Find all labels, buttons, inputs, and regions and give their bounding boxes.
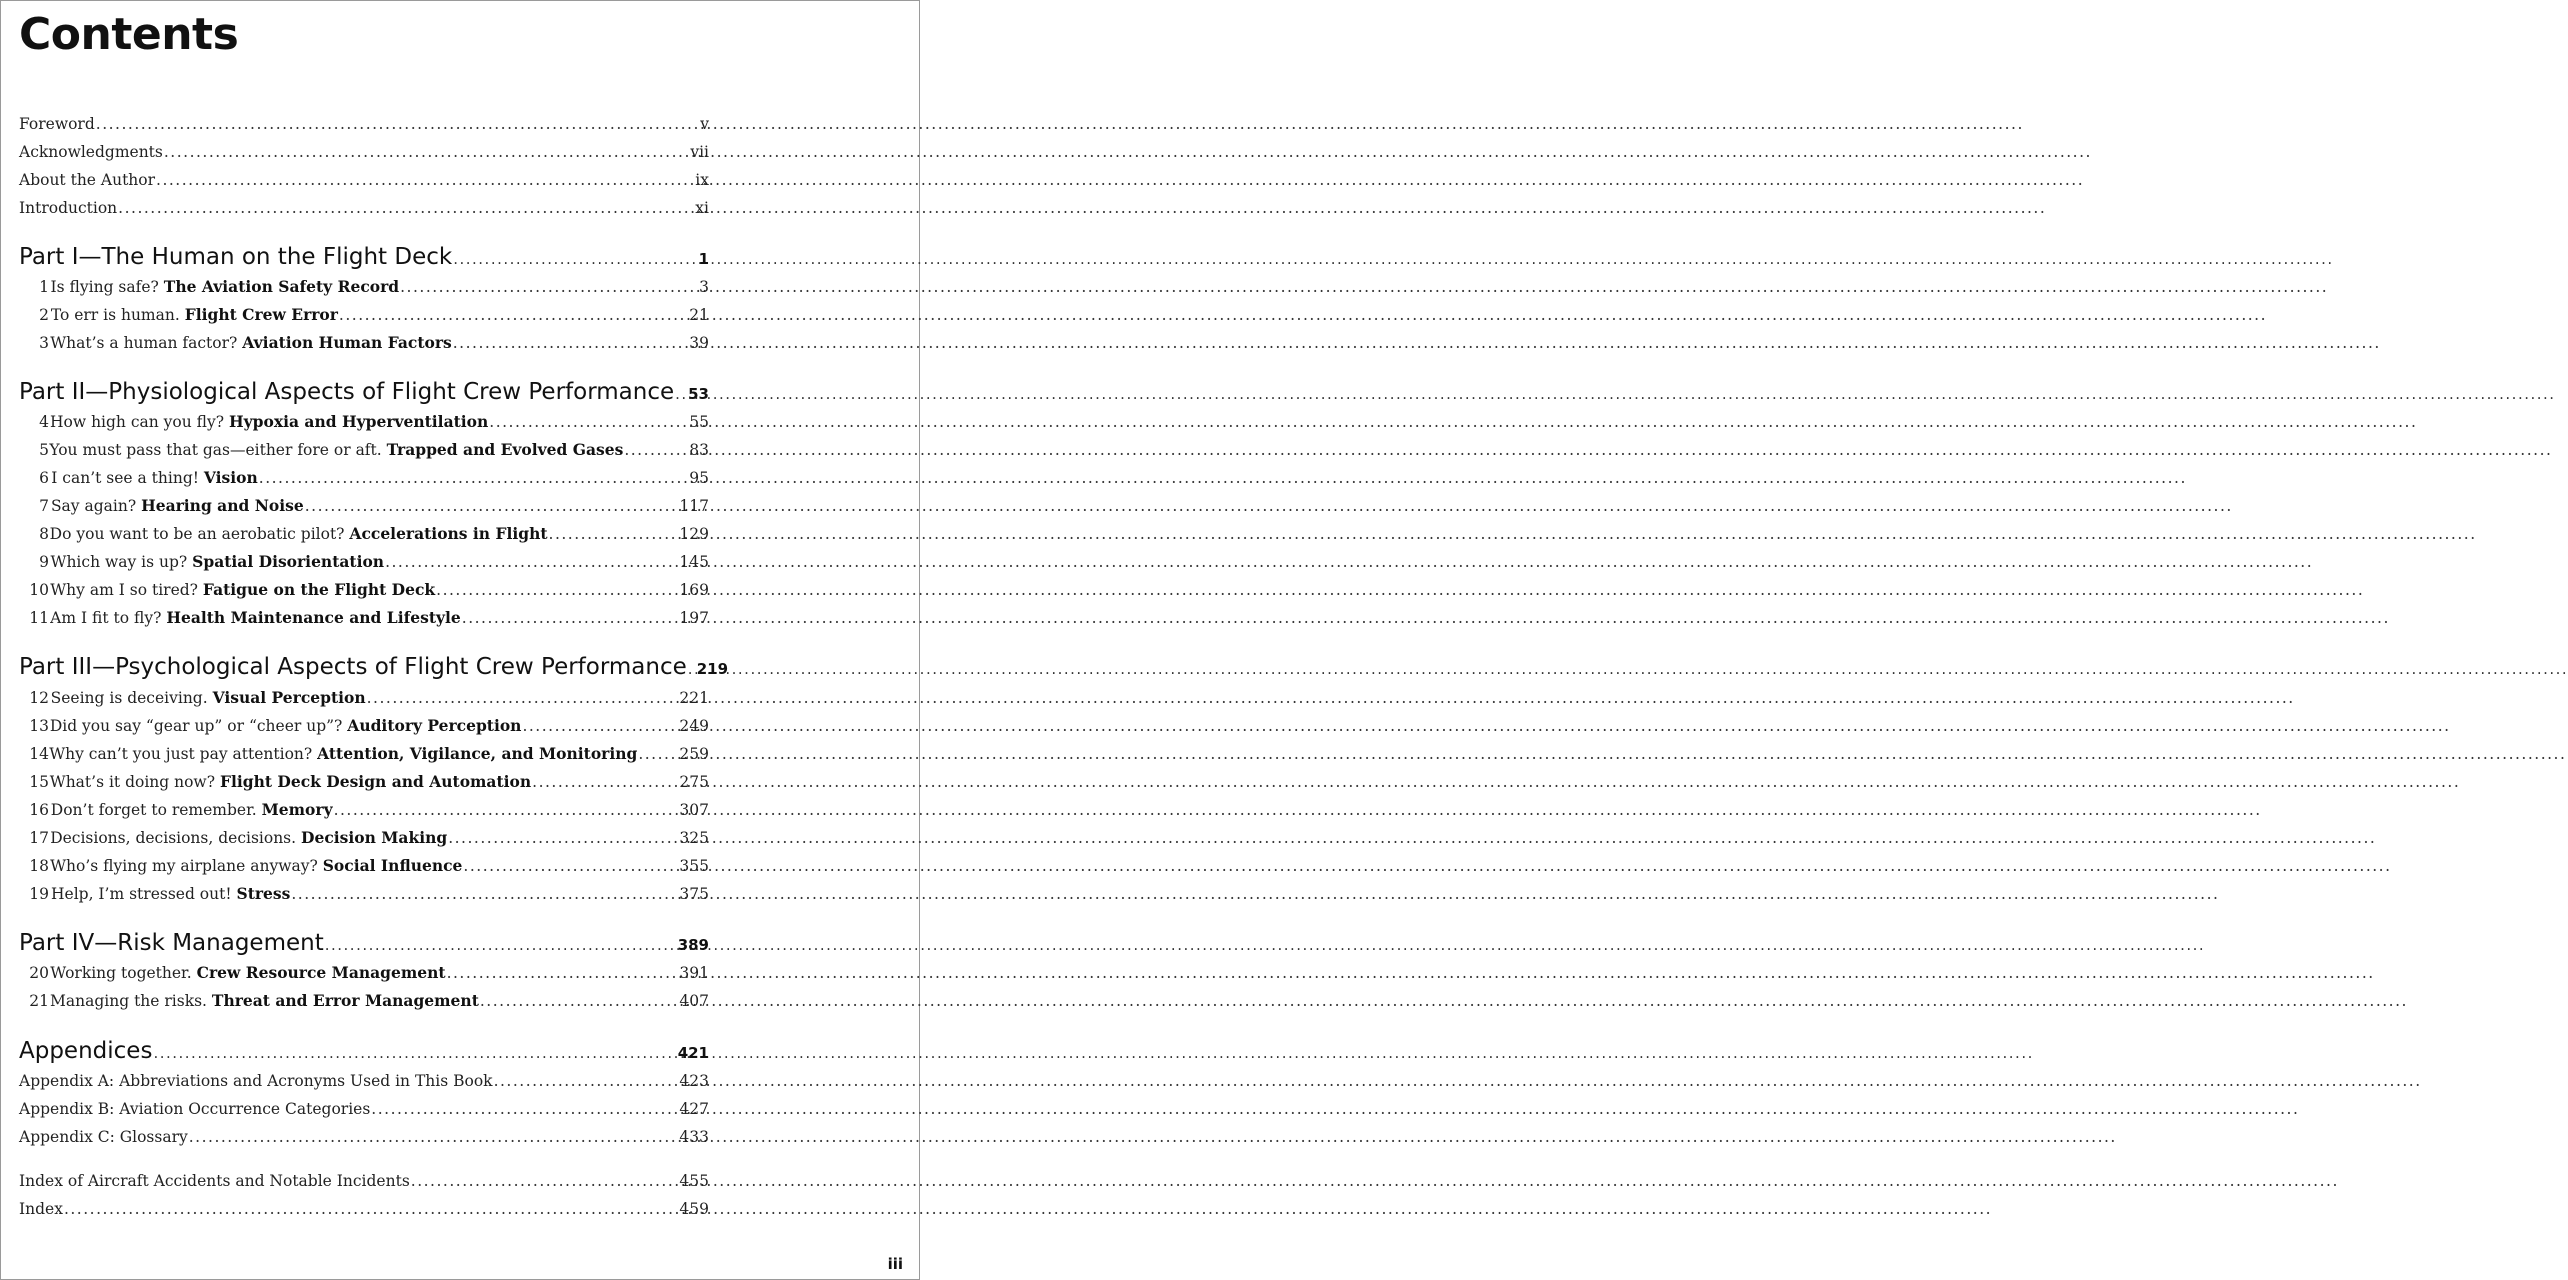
chapter-question: I can’t see a thing! [51,469,199,487]
dot-leader [339,301,688,329]
page-number: 259 [679,745,709,763]
chapter-question: Say again? [50,497,137,515]
page-number: 355 [679,857,709,875]
chapter-question: What’s a human factor? [50,334,238,352]
chapter-number: 10 [29,581,49,599]
dot-leader [400,273,698,301]
toc-entry-foreword[interactable] [19,110,709,138]
toc-chapter-13[interactable] [19,712,709,740]
page-number: 95 [689,469,709,487]
chapter-question: Managing the risks. [50,992,207,1010]
toc-chapter-5[interactable] [19,436,709,464]
page-number: 219 [696,660,729,678]
page-number: 117 [679,497,709,515]
page-number: vii [690,143,709,161]
toc-chapter-2[interactable] [19,301,709,329]
chapter-topic: Crew Resource Management [196,963,446,982]
page-title: Contents [19,9,239,60]
dot-leader [153,1035,676,1071]
chapter-topic: Attention, Vigilance, and Monitoring [317,744,638,763]
page-number: 249 [679,717,709,735]
chapter-question: What’s it doing now? [49,773,216,791]
toc-chapter-7[interactable] [19,492,709,520]
toc-appendix-c[interactable] [19,1123,709,1151]
entry-label: Appendix A: Abbreviations and Acronyms Used in This Book [19,1072,493,1090]
chapter-topic: Flight Deck Design and Automation [219,772,532,791]
toc-appendix-b[interactable] [19,1095,709,1123]
page-number: 423 [679,1072,709,1090]
page-number: 421 [677,1044,709,1062]
chapter-question: Why can’t you just pay attention? [49,745,313,763]
entry-label: Foreword [19,115,95,133]
chapter-number: 1 [39,278,49,296]
toc-entry-introduction[interactable] [19,194,709,222]
dot-leader [522,712,678,740]
dot-leader [371,1095,678,1123]
toc-part-3[interactable] [19,649,729,685]
page-number: 459 [679,1200,709,1218]
chapter-topic: Threat and Error Management [211,991,479,1010]
entry-label: Acknowledgments [19,143,163,161]
part-heading: Part II—Physiological Aspects of Flight Crew Performance [19,379,675,405]
toc-page [0,0,920,1280]
page-number: 375 [679,885,709,903]
chapter-question: Why am I so tired? [50,581,198,599]
part-heading: Part IV—Risk Management [19,930,324,956]
dot-leader [118,194,694,222]
toc-entry-accident-index[interactable] [19,1167,709,1195]
toc-part-1[interactable] [19,239,709,275]
page-number: 433 [679,1128,709,1146]
chapter-number: 17 [29,829,49,847]
dot-leader [96,110,699,138]
chapter-number: 13 [29,717,49,735]
page-number: 129 [679,525,709,543]
chapter-number: 16 [29,801,49,819]
toc-entry-index[interactable] [19,1195,709,1223]
dot-leader [638,740,678,768]
chapter-topic: Aviation Human Factors [242,333,452,352]
entry-label: Appendix C: Glossary [19,1128,188,1146]
dot-leader [489,408,688,436]
chapter-topic: Hypoxia and Hyperventilation [229,412,489,431]
chapter-question: Is flying safe? [50,278,159,296]
chapter-number: 18 [29,857,49,875]
toc-chapter-21[interactable] [19,987,709,1015]
page-number: 221 [679,689,709,707]
chapter-topic: Visual Perception [212,688,366,707]
toc-chapter-3[interactable] [19,329,709,357]
toc-chapter-14[interactable] [19,740,709,768]
chapter-topic: Social Influence [322,856,463,875]
chapter-question: Don’t forget to remember. [50,801,257,819]
page-number: 197 [679,609,709,627]
chapter-number: 3 [39,334,49,352]
chapter-number: 7 [39,497,49,515]
toc-chapter-6[interactable] [19,464,709,492]
chapter-number: 8 [39,525,49,543]
dot-leader [675,376,687,412]
chapter-topic: Decision Making [301,828,448,847]
toc-entry-acknowledgments[interactable] [19,138,709,166]
page-number: 407 [679,992,709,1010]
chapter-question: Did you say “gear up” or “cheer up”? [49,717,343,735]
dot-leader [367,684,679,712]
chapter-number: 15 [29,773,49,791]
dot-leader [480,987,679,1015]
toc-chapter-12[interactable] [19,684,709,712]
dot-leader [448,824,678,852]
toc-chapter-16[interactable] [19,796,709,824]
dot-leader [436,576,678,604]
dot-leader [291,880,678,908]
part-heading: Part III—Psychological Aspects of Flight Crew Performance [19,654,687,680]
dot-leader [64,1195,678,1223]
chapter-topic: Spatial Disorientation [192,552,385,571]
page-number: 325 [679,829,709,847]
chapter-number: 12 [29,689,49,707]
chapter-topic: Memory [261,800,333,819]
chapter-question: Decisions, decisions, decisions. [50,829,297,847]
toc-chapter-17[interactable] [19,824,709,852]
toc-chapter-1[interactable] [19,273,709,301]
page-number: 307 [679,801,709,819]
chapter-number: 14 [29,745,49,763]
toc-chapter-11[interactable] [19,604,709,632]
toc-entry-about-author[interactable] [19,166,709,194]
chapter-topic: Flight Crew Error [184,305,338,324]
toc-appendix-a[interactable] [19,1067,709,1095]
toc-chapter-4[interactable] [19,408,709,436]
entry-label: Appendix B: Aviation Occurrence Categories [19,1100,371,1118]
dot-leader [462,604,679,632]
dot-leader [549,520,679,548]
chapter-number: 6 [39,469,49,487]
toc-chapter-9[interactable] [19,548,709,576]
entry-label: About the Author [19,171,156,189]
chapter-number: 20 [29,964,49,982]
page-number: 53 [688,385,709,403]
chapter-topic: Accelerations in Flight [349,524,548,543]
entry-label: Index of Aircraft Accidents and Notable Incidents [19,1172,410,1190]
chapter-number: 9 [39,553,49,571]
chapter-number: 19 [29,885,49,903]
chapter-number: 21 [29,992,49,1010]
dot-leader [532,768,678,796]
page-number: 21 [689,306,709,324]
dot-leader [325,927,677,963]
part-heading: Part I—The Human on the Flight Deck [19,244,453,270]
chapter-number: 2 [39,306,49,324]
toc-chapter-18[interactable] [19,852,709,880]
toc-chapter-15[interactable] [19,768,709,796]
entry-label: Introduction [19,199,118,217]
chapter-question: Am I fit to fly? [50,609,162,627]
dot-leader [453,329,689,357]
toc-part-2[interactable] [19,374,709,410]
chapter-question: To err is human. [50,306,180,324]
chapter-question: Which way is up? [50,553,188,571]
page-number: 427 [679,1100,709,1118]
dot-leader [385,548,678,576]
chapter-question: Working together. [50,964,192,982]
chapter-number: 11 [29,609,49,627]
page-number: 391 [679,964,709,982]
dot-leader [164,138,689,166]
page-number: 455 [679,1172,709,1190]
page-folio: iii [887,1255,903,1273]
page-number: 389 [677,936,709,954]
page-number: xi [695,199,709,217]
chapter-number: 5 [39,441,49,459]
toc-chapter-19[interactable] [19,880,709,908]
chapter-topic: Auditory Perception [347,716,522,735]
chapter-question: How high can you fly? [50,413,225,431]
chapter-question: Help, I’m stressed out! [51,885,232,903]
dot-leader [305,492,679,520]
dot-leader [463,852,678,880]
dot-leader [189,1123,679,1151]
dot-leader [453,241,697,277]
dot-leader [334,796,679,824]
chapter-topic: The Aviation Safety Record [163,277,400,296]
page-number: 169 [679,581,709,599]
page-number: 145 [679,553,709,571]
chapter-question: You must pass that gas—either fore or aft. [49,441,382,459]
dot-leader [494,1067,679,1095]
chapter-topic: Fatigue on the Flight Deck [202,580,436,599]
dot-leader [411,1167,679,1195]
page-number: ix [695,171,709,189]
dot-leader [259,464,688,492]
toc-chapter-10[interactable] [19,576,709,604]
chapter-question: Seeing is deceiving. [50,689,208,707]
chapter-number: 4 [39,413,49,431]
chapter-topic: Health Maintenance and Lifestyle [166,608,461,627]
chapter-question: Do you want to be an aerobatic pilot? [49,525,345,543]
toc-chapter-20[interactable] [19,959,709,987]
page-number: 3 [699,278,709,296]
chapter-question: Who’s flying my airplane anyway? [50,857,318,875]
toc-chapter-8[interactable] [19,520,709,548]
page-number: 55 [689,413,709,431]
dot-leader [447,959,679,987]
chapter-topic: Trapped and Evolved Gases [386,440,624,459]
chapter-topic: Hearing and Noise [141,496,304,515]
page-number: 275 [679,773,709,791]
dot-leader [688,651,696,687]
dot-leader [156,166,694,194]
part-heading: Appendices [19,1038,153,1064]
toc-appendices[interactable] [19,1033,709,1069]
entry-label: Index [19,1200,63,1218]
chapter-topic: Stress [236,884,291,903]
chapter-topic: Vision [203,468,258,487]
toc-part-4[interactable] [19,925,709,961]
page-number: 83 [689,441,709,459]
page-number: v [700,115,709,133]
page-number: 1 [698,250,709,268]
dot-leader [624,436,688,464]
page-number: 39 [689,334,709,352]
